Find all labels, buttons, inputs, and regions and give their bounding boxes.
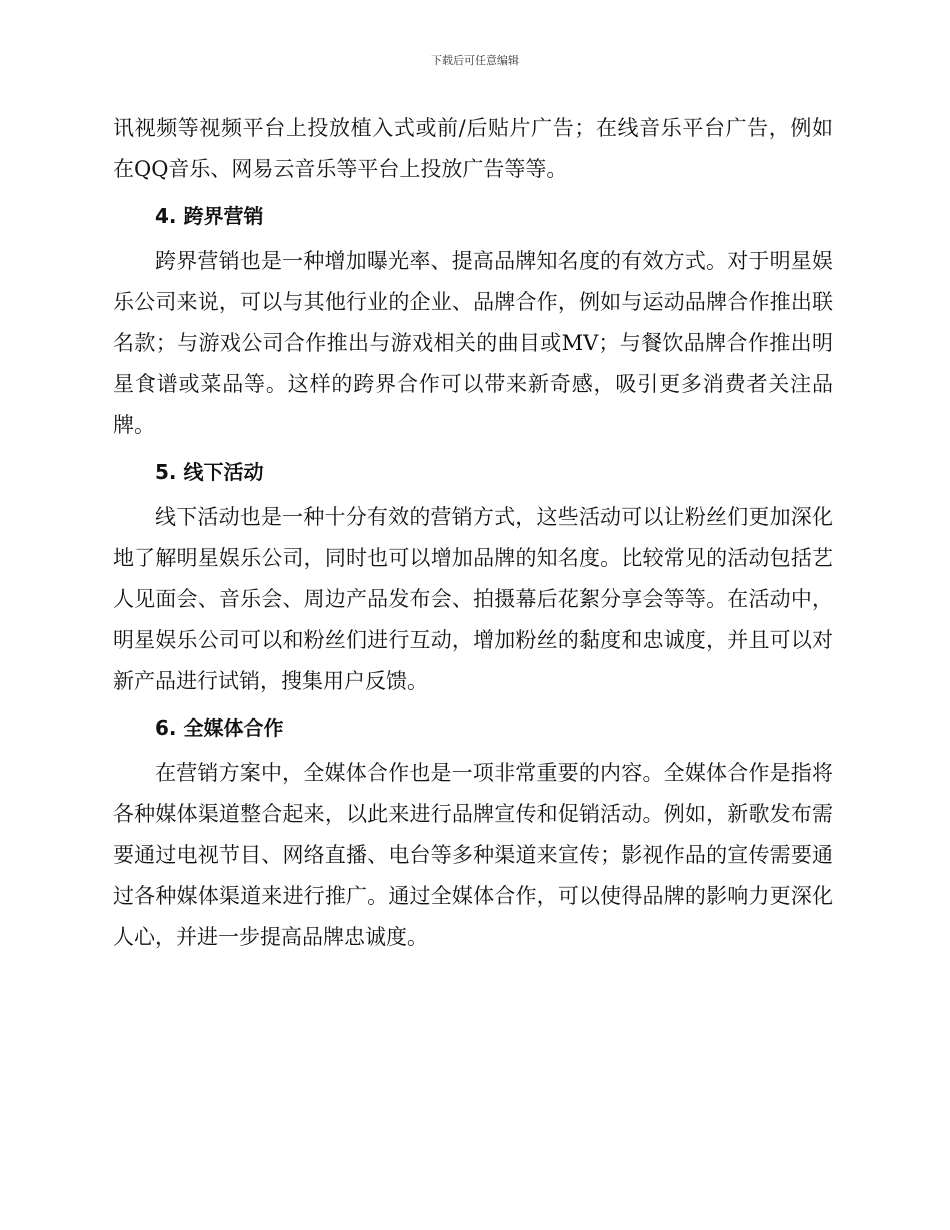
page-header: 下载后可任意编辑 (431, 54, 519, 67)
heading-cross-border-marketing: 4. 跨界营销 (155, 204, 264, 228)
paragraph-cross-border-marketing: 跨界营销也是一种增加曝光率、提高品牌知名度的有效方式。对于明星娱乐公司来说，可以与其他行业的企业、品牌合作，例如与运动品牌合作推出联名款；与游戏公司合作推出与游戏相关的曲目或MV；与餐饮品牌合作推出明星食谱或菜品等。这样的跨界合作可以带来新奇感，吸引更多消费者关注品牌。 (113, 249, 833, 437)
paragraph-offline-activities: 线下活动也是一种十分有效的营销方式，这些活动可以让粉丝们更加深化地了解明星娱乐公司，同时也可以增加品牌的知名度。比较常见的活动包括艺人见面会、音乐会、周边产品发布会、拍摄幕后花絮分享会等等。在活动中，明星娱乐公司可以和粉丝们进行互动，增加粉丝的黏度和忠诚度，并且可以对新产品进行试销，搜集用户反馈。 (113, 505, 833, 693)
paragraph-all-media-cooperation: 在营销方案中，全媒体合作也是一项非常重要的内容。全媒体合作是指将各种媒体渠道整合起来，以此来进行品牌宣传和促销活动。例如，新歌发布需要通过电视节目、网络直播、电台等多种渠道来宣传；影视作品的宣传需要通过各种媒体渠道来进行推广。通过全媒体合作，可以使得品牌的影响力更深化人心，并进一步提高品牌忠诚度。 (113, 761, 833, 949)
heading-all-media-cooperation: 6. 全媒体合作 (155, 716, 284, 740)
document-body (113, 108, 833, 958)
paragraph-intro: 讯视频等视频平台上投放植入式或前/后贴片广告；在线音乐平台广告，例如在QQ音乐、网易云音乐等平台上投放广告等等。 (113, 116, 833, 181)
heading-offline-activities: 5. 线下活动 (155, 460, 264, 484)
